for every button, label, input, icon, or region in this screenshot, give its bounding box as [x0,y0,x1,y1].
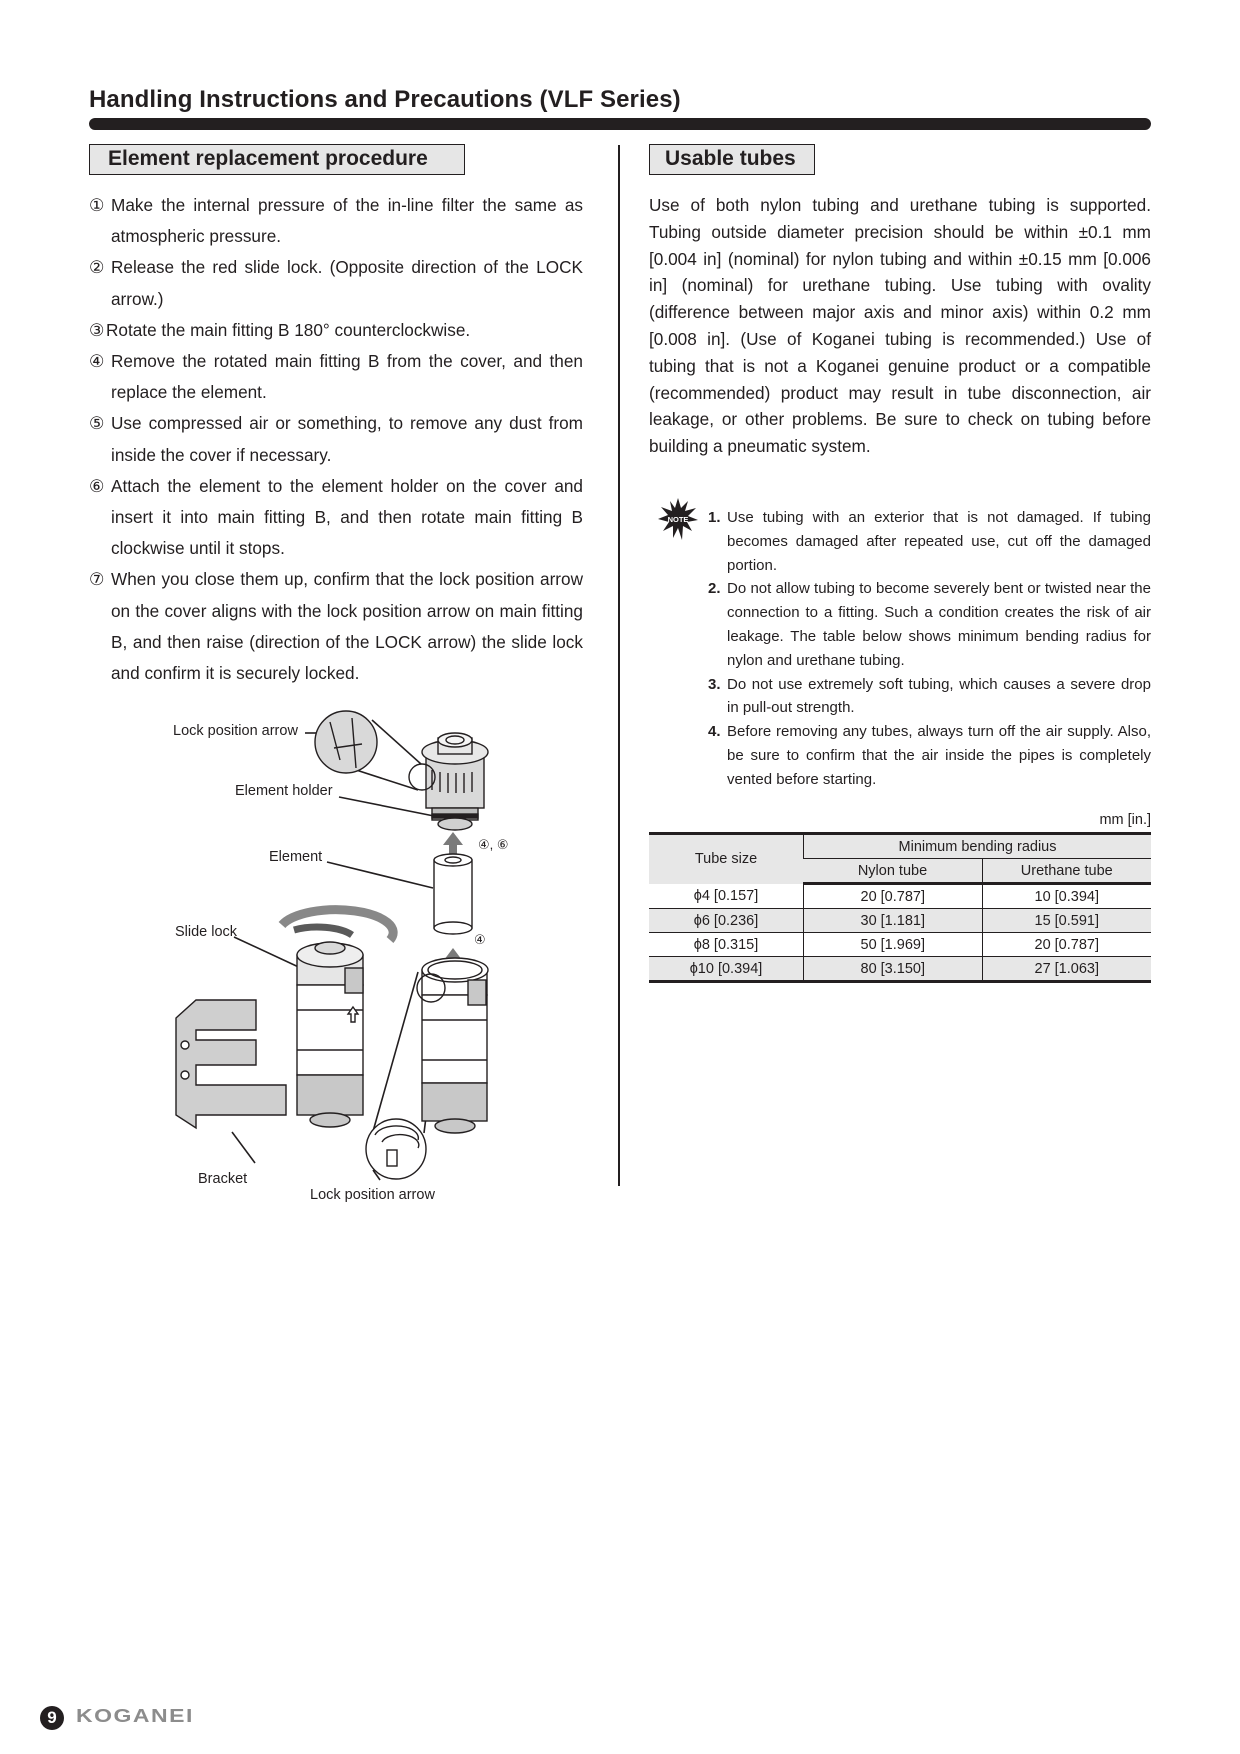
page-title: Handling Instructions and Precautions (VLF Series) [89,86,681,113]
note-item [708,720,1151,791]
step-text: Attach the element to the element holder on the cover and insert it into main fitting B, and then rotate main fitting B clockwise until it stops. [111,475,583,559]
cell-nylon: 30 [1.181] [804,909,983,933]
usable-tubes-paragraph: Use of both nylon tubing and urethane tubing is supported. Tubing outside diameter precision should be within ±0.1 mm [0.004 in] (nominal) for nylon tubing and within ±0.15 mm [0.006 in] (nominal) for urethane tubing. Use tubing with ovality (difference between major axis and minor axis) within 0.2 mm [0.008 in]. (Use of Koganei tubing is recommended.) Use of tubing that is not a Koganei genuine product or a compatible (recommended) product may result in tube disconnection, air leakage, or other problems. Be sure to check on tubing before building a pneumatic system. [649,195,1151,457]
label-element-holder: Element holder [235,783,333,799]
table-units: mm [in.] [1099,812,1151,828]
cell-tube-size: ϕ8 [0.315] [649,933,804,957]
col-header-nylon: Nylon tube [804,859,983,884]
step-number: ② [89,257,105,278]
step-ref-4: ④ [474,932,486,947]
step-text: Remove the rotated main fitting B from the cover, and then replace the element. [111,351,583,403]
step-number: ⑥ [89,475,105,496]
note-icon [658,498,698,540]
note-number: 2. [708,580,721,598]
section-heading-element-replacement: Element replacement procedure [89,144,465,175]
step-number: ③ [89,319,105,340]
cell-nylon: 50 [1.969] [804,933,983,957]
label-lock-position-arrow-bottom: Lock position arrow [310,1187,435,1203]
filter-assembled-illustration [282,910,393,1127]
note-number: 3. [708,675,721,693]
lock-arrow-magnifier-bottom [366,1119,426,1179]
label-element: Element [269,849,323,865]
table-row [649,933,1151,957]
table-row [649,909,1151,933]
cell-urethane: 20 [0.787] [982,933,1151,957]
cell-urethane: 15 [0.591] [982,909,1151,933]
cell-tube-size: ϕ4 [0.157] [649,884,804,909]
note-item [708,506,1151,577]
note-list [708,506,1151,792]
col-header-tube-size: Tube size [649,834,804,884]
step-number: ⑤ [89,413,105,434]
note-text: Before removing any tubes, always turn off the air supply. Also, be sure to confirm that the air inside the pipes is completely vented before starting. [727,723,1151,788]
step-number: ① [89,195,105,215]
cell-urethane: 27 [1.063] [982,957,1151,982]
note-item [708,673,1151,721]
table-row [649,884,1151,909]
note-text: Do not use extremely soft tubing, which causes a severe drop in pull-out strength. [727,675,1151,717]
filter-open-illustration [417,948,488,1133]
cell-urethane: 10 [0.394] [982,884,1151,909]
cell-nylon: 80 [3.150] [804,957,983,982]
note-text: Do not allow tubing to become severely bent or twisted near the connection to a fitting. Such a condition creates the risk of air leakage. The table below shows minimum bending radius for nylon and urethane tubing. [727,580,1151,669]
cell-nylon: 20 [0.787] [804,884,983,909]
step-text: Rotate the main fitting B 180° counterclockwise. [106,319,471,340]
element-illustration [434,854,472,934]
bending-radius-table [649,832,1151,983]
section-heading-usable-tubes: Usable tubes [649,144,815,175]
note-icon-label: NOTE [667,515,689,524]
step-text: Release the red slide lock. (Opposite direction of the LOCK arrow.) [111,257,583,309]
label-bracket: Bracket [198,1171,248,1187]
lock-arrow-magnifier-top [315,711,377,773]
bracket-illustration [176,1000,286,1128]
koganei-logo: KOGANEI [76,1705,194,1727]
label-lock-position-arrow-top: Lock position arrow [173,723,298,739]
cell-tube-size: ϕ10 [0.394] [649,957,804,982]
col-header-min-bending-radius: Minimum bending radius [804,834,1152,859]
step-number: ④ [89,351,105,372]
note-text: Use tubing with an exterior that is not damaged. If tubing becomes damaged after repeated use, cut off the damaged portion. [727,509,1151,574]
note-item [708,577,1151,672]
col-header-urethane: Urethane tube [982,859,1151,884]
page-number-badge: 9 [40,1706,64,1730]
step-text: When you close them up, confirm that the lock position arrow on the cover aligns with the lock position arrow on main fitting B, and then raise (direction of the LOCK arrow) the slide lock and confirm it is securely locked. [111,569,583,684]
step-ref-4-6: ④, ⑥ [478,837,509,852]
element-replacement-diagram [0,0,620,1230]
cover-fitting-illustration [409,733,488,830]
step-text: Make the internal pressure of the in-line filter the same as atmospheric pressure. [111,195,583,247]
note-number: 4. [708,723,721,741]
cell-tube-size: ϕ6 [0.236] [649,909,804,933]
step-number: ⑦ [89,569,105,590]
note-number: 1. [708,509,721,526]
step-text: Use compressed air or something, to remove any dust from inside the cover if necessary. [111,413,583,465]
column-divider [618,145,620,1186]
label-slide-lock: Slide lock [175,924,238,940]
table-row [649,957,1151,982]
